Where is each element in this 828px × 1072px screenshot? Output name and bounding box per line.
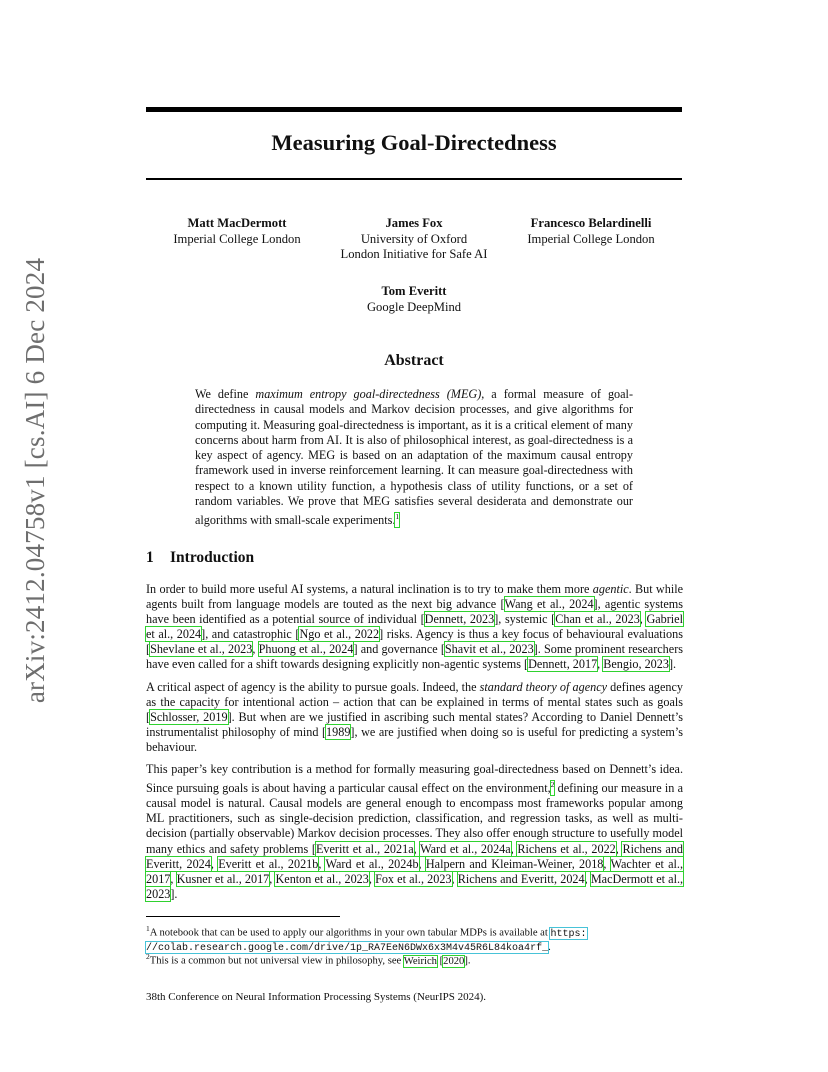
footnote-rule bbox=[146, 916, 340, 917]
introduction-body bbox=[146, 582, 683, 909]
citation-link[interactable]: Dennett, 2023 bbox=[424, 612, 495, 627]
section-heading bbox=[146, 549, 254, 567]
citation-link[interactable]: Chan et al., 2023 bbox=[555, 612, 640, 627]
author-block bbox=[146, 216, 328, 247]
paper-title: Measuring Goal-Directedness bbox=[271, 130, 557, 155]
arxiv-id-text: arXiv:2412.04758v1 [cs.AI] 6 Dec 2024 bbox=[20, 257, 51, 703]
paragraph: In order to build more useful AI systems, a natural inclination is to try to make them more agentic. But while agents built from language models are touted as the next big advance [Wang et al., 2024], agentic systems have been identified as a potential source of individual [Dennett, 2023], systemic [Chan et al., 2023, Gabriel et al., 2024], and catastrophic [Ngo et al., 2022] risks. Agency is thus a key focus of behavioural evaluations [Shevlane et al., 2023, Phuong et al., 2024] and governance [Shavit et al., 2023]. Some prominent researchers have even called for a shift towards designing explicitly non-agentic systems [Dennett, 2017, Bengio, 2023]. bbox=[146, 582, 684, 672]
citation-link[interactable]: Shevlane et al., 2023 bbox=[150, 642, 253, 657]
notebook-url-link[interactable]: https: //colab.research.google.com/drive/1p_RA7EeN6DWx6x3M4v45R6L84koa4rf_ bbox=[146, 928, 587, 955]
citation-link[interactable]: 1989 bbox=[326, 724, 351, 739]
citation-link[interactable]: Everitt et al., 2021b bbox=[218, 856, 319, 871]
paragraph: A critical aspect of agency is the ability to pursue goals. Indeed, the standard theory of agency defines agency as the capacity for intentional action – action that can be explained in terms of mental states such as goals [Schlosser, 2019]. But when are we justified in ascribing such mental states? According to Daniel Dennett’s instrumentalist philosophy of mind [1989], we are justified when doing so is useful for predicting a system’s behaviour. bbox=[146, 679, 684, 754]
citation-link[interactable]: Schlosser, 2019 bbox=[150, 709, 228, 724]
citation-link[interactable]: Fox et al., 2023 bbox=[375, 871, 452, 886]
citation-link[interactable]: MacDermott et al., 2023 bbox=[146, 871, 684, 901]
footnote-link[interactable]: 2 bbox=[551, 781, 555, 795]
citation-link[interactable]: Ward et al., 2024a bbox=[420, 841, 511, 856]
title-top-rule bbox=[146, 107, 682, 112]
citation-link[interactable]: Richens et al., 2022 bbox=[517, 841, 616, 856]
citation-link[interactable]: Ngo et al., 2022 bbox=[299, 627, 380, 642]
title-bottom-rule bbox=[146, 178, 682, 180]
author-block bbox=[500, 216, 682, 247]
author-name: Francesco Belardinelli bbox=[530, 216, 652, 230]
citation-link[interactable]: Everitt et al., 2021a bbox=[315, 841, 414, 856]
citation-link[interactable]: Richens and Everitt, 2024 bbox=[457, 871, 585, 886]
citation-link[interactable]: Wachter et al., 2017 bbox=[146, 856, 684, 886]
citation-link[interactable]: Kenton et al., 2023 bbox=[275, 871, 369, 886]
citation-link[interactable]: Dennett, 2017 bbox=[528, 657, 598, 672]
citation-link[interactable]: Kusner et al., 2017 bbox=[176, 871, 270, 886]
paragraph: This paper’s key contribution is a method for formally measuring goal-directedness based on Dennett’s idea. Since pursuing goals is about having a particular causal effect on the environment,$^2$ defining our measure in a causal model is natural. Causal models are general enough to encompass most frameworks popular among ML practitioners, such as single-decision prediction, classification, and regression tasks, as well as multi-decision (partially observable) Markov decision processes. They also offer enough structure to usefully model many ethics and safety problems [Everitt et al., 2021a, Ward et al., 2024a, Richens et al., 2022, Richens and Everitt, 2024, Everitt et al., 2021b, Ward et al., 2024b, Halpern and Kleiman-Weiner, 2018, Wachter et al., 2017, Kusner et al., 2017, Kenton et al., 2023, Fox et al., 2023, Richens and Everitt, 2024, MacDermott et al., 2023]. bbox=[146, 762, 684, 901]
author-affiliation: London Initiative for Safe AI bbox=[340, 247, 488, 261]
conference-footer: 38th Conference on Neural Information Processing Systems (NeurIPS 2024). bbox=[146, 991, 487, 1003]
section-title: Introduction bbox=[170, 549, 255, 566]
section-number: 1 bbox=[146, 549, 154, 566]
author-affiliation: Google DeepMind bbox=[366, 299, 462, 314]
author-name: Tom Everitt bbox=[381, 284, 447, 298]
citation-link[interactable]: Wang et al., 2024 bbox=[504, 597, 594, 612]
footnote-link[interactable]: 1 bbox=[395, 513, 399, 527]
citation-link[interactable]: 2020 bbox=[443, 955, 465, 967]
author-block bbox=[314, 216, 514, 263]
citation-link[interactable]: Ward et al., 2024b bbox=[325, 856, 419, 871]
footnote-2: $^2$This is a common but not universal view in philosophy, see Weirich [2020]. bbox=[146, 952, 471, 967]
citation-link[interactable]: Shavit et al., 2023 bbox=[444, 642, 534, 657]
citation-link[interactable]: Phuong et al., 2024 bbox=[258, 642, 354, 657]
citation-link[interactable]: Gabriel et al., 2024 bbox=[146, 612, 683, 642]
author-name: Matt MacDermott bbox=[187, 216, 287, 230]
author-affiliation: University of Oxford bbox=[360, 231, 468, 246]
citation-link[interactable]: Halpern and Kleiman-Weiner, 2018 bbox=[425, 856, 604, 871]
citation-link[interactable]: Weirich bbox=[403, 955, 437, 967]
footnote-1: $^1$A notebook that can be used to apply our algorithms in your own tabular MDPs is available at https: //colab.research.google.com/drive/1p_RA7EeN6DWx6x3M4v45R6L84koa4rf_. bbox=[146, 924, 587, 955]
arxiv-identifier bbox=[16, 257, 56, 703]
citation-link[interactable]: Bengio, 2023 bbox=[603, 657, 669, 672]
author-name: James Fox bbox=[385, 216, 443, 230]
author-affiliation: Imperial College London bbox=[527, 231, 655, 246]
citation-link[interactable]: Richens and Everitt, 2024 bbox=[146, 841, 684, 871]
abstract-text: We define maximum entropy goal-directedness (MEG), a formal measure of goal-directedness in causal models and Markov decision processes, and give algorithms for computing it. Measuring goal-directedness is important, as it is a critical element of many concerns about harm from AI. It is also of philosophical interest, as goal-directedness is a key aspect of agency. MEG is based on an adaptation of the maximum causal entropy framework used in inverse reinforcement learning. It can measure goal-directedness with respect to a known utility function, a hypothesis class of utility functions, or a set of random variables. We prove that MEG satisfies several desiderata and demonstrate our algorithms with small-scale experiments.$^1$ bbox=[195, 387, 633, 528]
author-block bbox=[314, 284, 514, 315]
author-affiliation: Imperial College London bbox=[173, 231, 301, 246]
abstract-heading: Abstract bbox=[384, 352, 444, 369]
